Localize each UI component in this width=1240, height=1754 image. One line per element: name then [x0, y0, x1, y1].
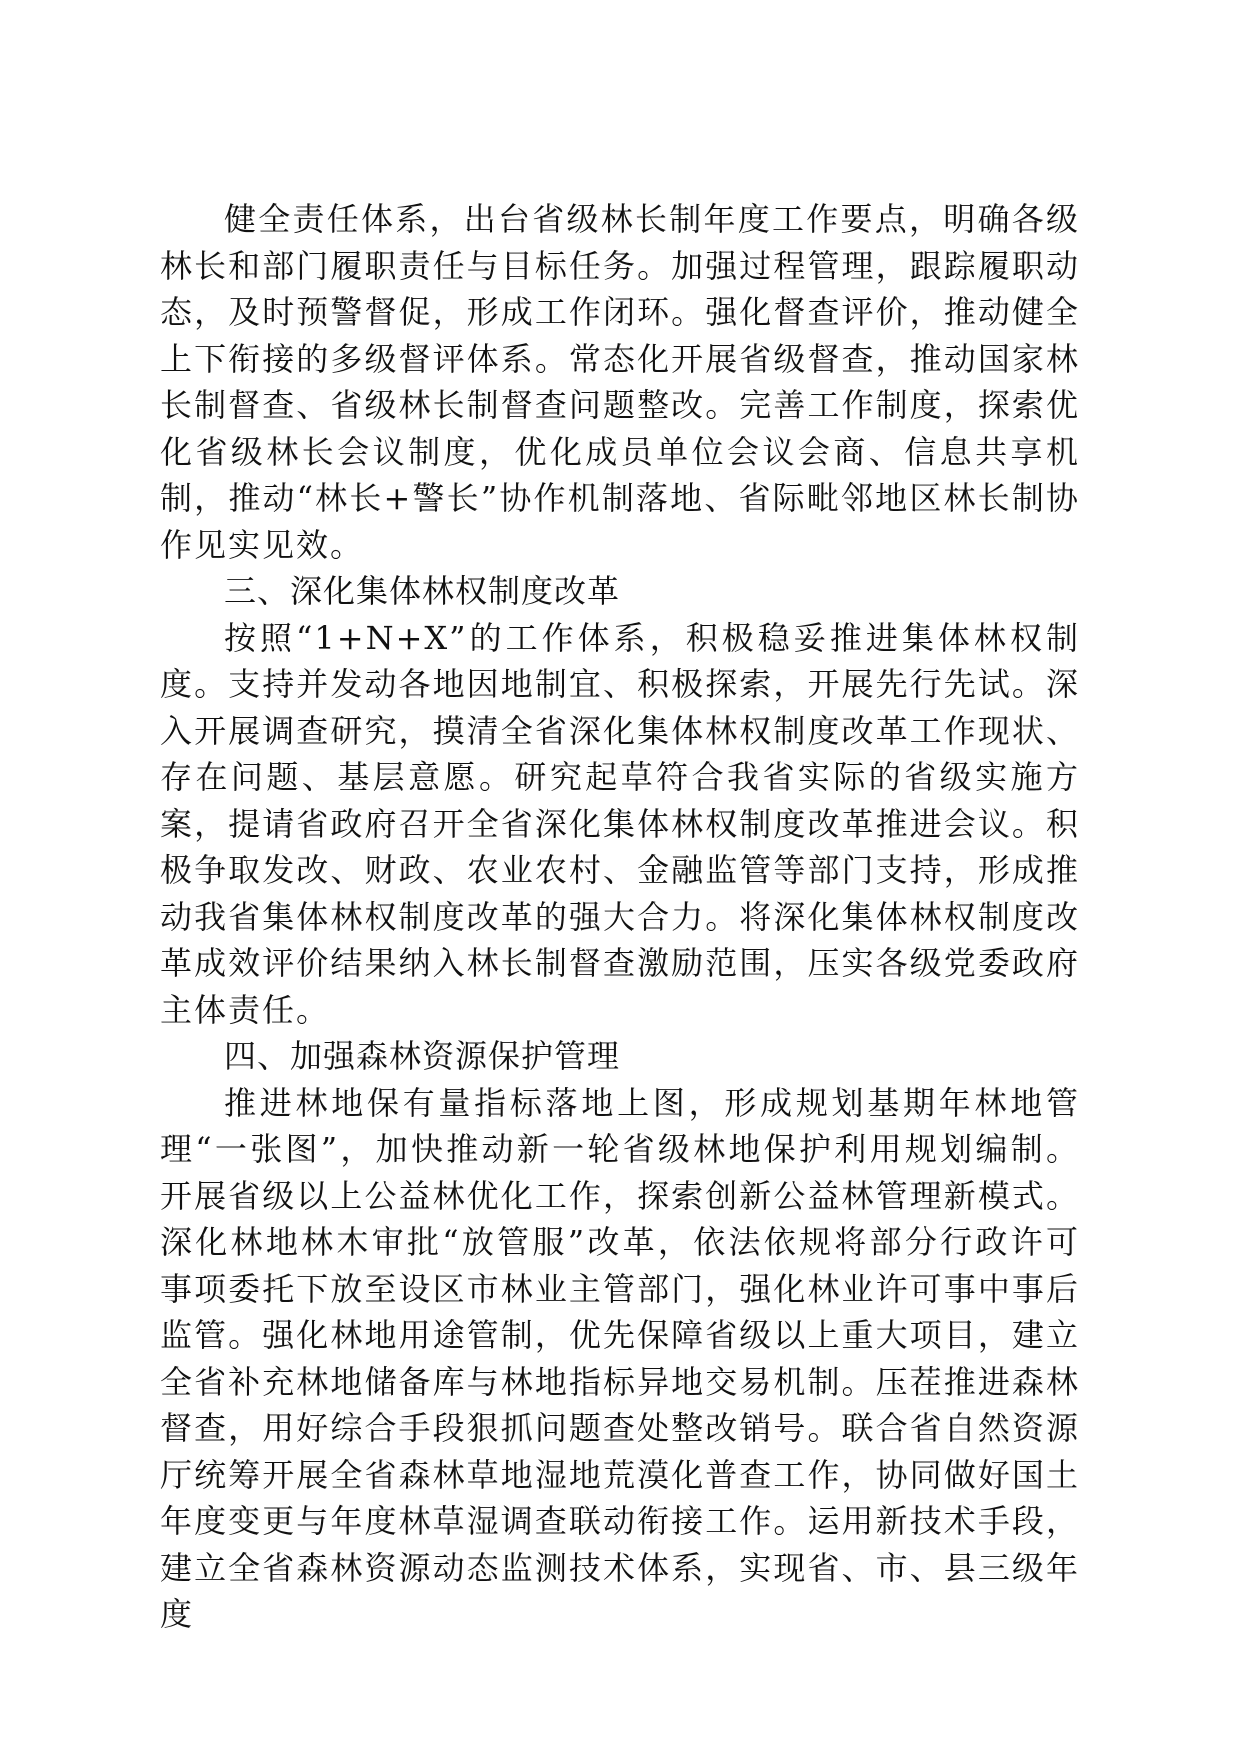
paragraph-responsibility-system: 健全责任体系，出台省级林长制年度工作要点，明确各级林长和部门履职责任与目标任务。加强过程管理，跟踪履职动态，及时预警督促，形成工作闭环。强化督查评价，推动健全上下衔接的多级督评体系。常态化开展省级督查，推动国家林长制督查、省级林长制督查问题整改。完善工作制度，探索优化省级林长会议制度，优化成员单位会议会商、信息共享机制，推动“林长+警长”协作机制落地、省际毗邻地区林长制协作见实见效。: [160, 200, 1080, 564]
section-heading-4: 四、加强森林资源保护管理: [224, 1037, 621, 1075]
section-heading-3: 三、深化集体林权制度改革: [224, 572, 621, 610]
paragraph-forest-resource-protection: 推进林地保有量指标落地上图，形成规划基期年林地管理“一张图”，加快推动新一轮省级林地保护利用规划编制。开展省级以上公益林优化工作，探索创新公益林管理新模式。深化林地林木审批“放管服”改革，依法依规将部分行政许可事项委托下放至设区市林业主管部门，强化林业许可事中事后监管。强化林地用途管制，优先保障省级以上重大项目，建立全省补充林地储备库与林地指标异地交易机制。压茬推进森林督查，用好综合手段狠抓问题查处整改销号。联合省自然资源厅统筹开展全省森林草地湿地荒漠化普查工作，协同做好国土年度变更与年度林草湿调查联动衔接工作。运用新技术手段，建立全省森林资源动态监测技术体系，实现省、市、县三级年度: [160, 1083, 1080, 1633]
document-body: [160, 196, 1080, 1638]
paragraph-forest-rights-reform: 按照“1+N+X”的工作体系，积极稳妥推进集体林权制度。支持并发动各地因地制宜、积极探索，开展先行先试。深入开展调查研究，摸清全省深化集体林权制度改革工作现状、存在问题、基层意愿。研究起草符合我省实际的省级实施方案，提请省政府召开全省深化集体林权制度改革推进会议。积极争取发改、财政、农业农村、金融监管等部门支持，形成推动我省集体林权制度改革的强大合力。将深化集体林权制度改革成效评价结果纳入林长制督查激励范围，压实各级党委政府主体责任。: [160, 618, 1080, 1029]
